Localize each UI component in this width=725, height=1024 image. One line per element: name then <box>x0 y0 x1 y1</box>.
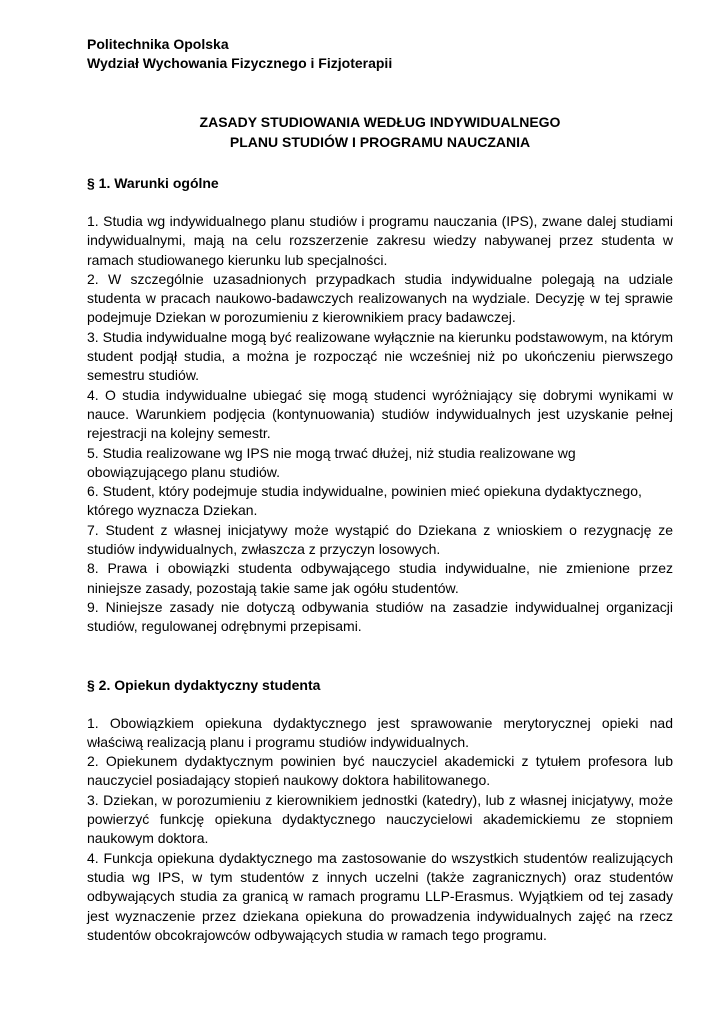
section-1-paragraph-4: 4. O studia indywidualne ubiegać się mogą studenci wyróżniający się dobrymi wynikami w nauce. Warunkiem podjęcia (kontynuowania) studiów indywidualnych jest uzyskanie pełnej rejestracji na kolejny semestr. <box>87 386 673 442</box>
section-1-paragraph-3: 3. Studia indywidualne mogą być realizowane wyłącznie na kierunku podstawowym, na którym student podjął studia, a można je rozpocząć nie wcześniej niż po ukończeniu pierwszego semestru studiów. <box>87 328 673 384</box>
section-2-paragraph-3: 3. Dziekan, w porozumieniu z kierownikiem jednostki (katedry), lub z własnej inicjatywy, może powierzyć funkcję opiekuna dydaktycznego nauczycielowi akademickiemu ze stopniem naukowym doktora. <box>87 791 673 847</box>
section-1-paragraph-7: 7. Student z własnej inicjatywy może wystąpić do Dziekana z wnioskiem o rezygnację ze studiów indywidualnych, zwłaszcza z przyczyn losowych. <box>87 521 673 558</box>
document-title <box>87 113 673 152</box>
section-1-body <box>87 212 673 637</box>
section-1-paragraph-8: 8. Prawa i obowiązki studenta odbywającego studia indywidualne, nie zmienione przez niniejsze zasady, pozostają takie same jak ogółu studentów. <box>87 560 673 596</box>
title-line-2: PLANU STUDIÓW I PROGRAMU NAUCZANIA <box>229 133 531 150</box>
section-2-paragraph-4: 4. Funkcja opiekuna dydaktycznego ma zastosowanie do wszystkich studentów realizujących studia wg IPS, w tym studentów z innych uczelni (także zagranicznych) oraz studentów odbywających studia za granicą w ramach programu LLP-Erasmus. Wyjątkiem od tej zasady jest wyznaczenie przez dziekana opiekuna do prowadzenia indywidualnych zajęć na rzecz studentów obcokrajowców odbywających studia w ramach tego programu. <box>87 849 673 943</box>
section-2-body <box>87 714 673 946</box>
title-line-1: ZASADY STUDIOWANIA WEDŁUG INDYWIDUALNEGO <box>199 114 561 130</box>
university-name: Politechnika Opolska <box>87 36 229 52</box>
section-1-heading: § 1. Warunki ogólne <box>87 175 219 191</box>
section-1-paragraph-6: 6. Student, który podejmuje studia indywidualne, powinien mieć opiekuna dydaktycznego, którego wyznacza Dziekan. <box>87 483 642 519</box>
section-1-paragraph-5: 5. Studia realizowane wg IPS nie mogą trwać dłużej, niż studia realizowane wg obowiązującego planu studiów. <box>87 444 576 480</box>
faculty-name: Wydział Wychowania Fizycznego i Fizjoterapii <box>87 55 393 71</box>
section-2-heading: § 2. Opiekun dydaktyczny studenta <box>87 676 321 693</box>
section-1-paragraph-2: 2. W szczególnie uzasadnionych przypadkach studia indywidualne polegają na udziale studenta w pracach naukowo-badawczych realizowanych na wydziale. Decyzję w tej sprawie podejmuje Dziekan w porozumieniu z kierownikiem pracy badawczej. <box>87 270 673 326</box>
section-2-paragraph-1: 1. Obowiązkiem opiekuna dydaktycznego jest sprawowanie merytorycznej opieki nad właściwą realizacją planu i programu studiów indywidualnych. <box>87 714 673 750</box>
section-1-paragraph-9: 9. Niniejsze zasady nie dotyczą odbywania studiów na zasadzie indywidualnej organizacji studiów, regulowanej odrębnymi przepisami. <box>87 598 673 635</box>
section-1-paragraph-1: 1. Studia wg indywidualnego planu studiów i programu nauczania (IPS), zwane dalej studiami indywidualnymi, mają na celu rozszerzenie zakresu wiedzy nabywanej przez studenta w ramach studiowanego kierunku lub specjalności. <box>87 213 673 268</box>
section-2-paragraph-2: 2. Opiekunem dydaktycznym powinien być nauczyciel akademicki z tytułem profesora lub nauczyciel posiadający stopień naukowy doktora habilitowanego. <box>87 753 673 789</box>
